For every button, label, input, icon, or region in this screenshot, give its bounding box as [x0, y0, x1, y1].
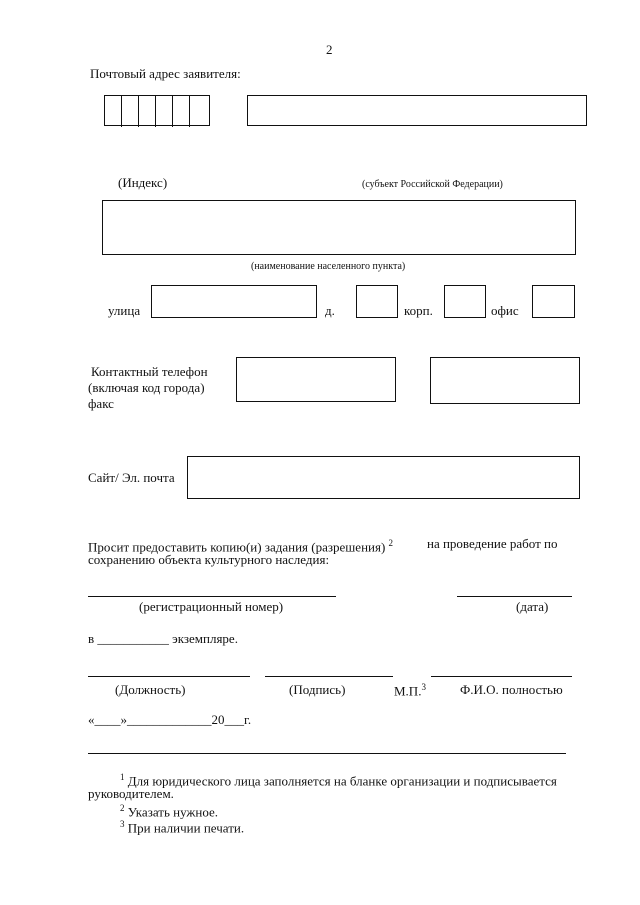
street-field[interactable]	[151, 285, 317, 318]
request-text-line-2: сохранению объекта культурного наследия:	[88, 552, 330, 567]
index-label: (Индекс)	[118, 175, 168, 190]
building-field[interactable]	[444, 285, 486, 318]
position-line[interactable]	[88, 676, 250, 677]
settlement-field[interactable]	[102, 200, 576, 255]
phone-field[interactable]	[236, 357, 396, 402]
index-cell-divider	[155, 96, 172, 127]
street-label: улица	[108, 303, 141, 318]
footnote-separator	[88, 753, 566, 754]
request-text-line-1a: Просит предоставить копию(и) задания (разрешения) $^2$	[88, 538, 394, 555]
house-label: д.	[325, 303, 335, 318]
postal-address-label: Почтовый адрес заявителя:	[90, 66, 241, 81]
fax-label: факс	[88, 396, 114, 411]
phone-label-note: (включая код города)	[88, 380, 205, 395]
index-cell-divider	[189, 96, 206, 127]
region-field[interactable]	[247, 95, 587, 126]
date-label: (дата)	[516, 599, 549, 614]
fax-field[interactable]	[430, 357, 580, 404]
reg-number-label: (регистрационный номер)	[139, 599, 284, 614]
footnote-3: $^3$ При наличии печати.	[120, 819, 245, 836]
copies-line: в ___________ экземпляре.	[88, 631, 238, 646]
site-email-label: Сайт/ Эл. почта	[88, 470, 175, 485]
site-email-field[interactable]	[187, 456, 580, 499]
index-field[interactable]	[104, 95, 210, 126]
building-label: корп.	[404, 303, 433, 318]
phone-label: Контактный телефон	[91, 364, 208, 379]
fio-line[interactable]	[431, 676, 572, 677]
footnote-1-continued: руководителем.	[88, 786, 174, 801]
reg-number-line[interactable]	[88, 596, 336, 597]
index-cell-divider	[138, 96, 155, 127]
signature-line[interactable]	[265, 676, 393, 677]
house-field[interactable]	[356, 285, 398, 318]
signature-label: (Подпись)	[289, 682, 346, 697]
fio-label: Ф.И.О. полностью	[460, 682, 563, 697]
office-field[interactable]	[532, 285, 575, 318]
index-cell-divider	[172, 96, 189, 127]
index-cell-divider	[121, 96, 138, 127]
request-text-line-1b: на проведение работ по	[427, 536, 558, 551]
stamp-label: М.П.$^3$	[394, 682, 426, 699]
subject-label: (субъект Российской Федерации)	[362, 179, 503, 190]
settlement-label: (наименование населенного пункта)	[251, 261, 406, 272]
position-label: (Должность)	[115, 682, 186, 697]
office-label: офис	[491, 303, 519, 318]
signing-date-line: «____»_____________20___г.	[88, 712, 252, 727]
page-number: 2	[326, 42, 333, 57]
footnote-2: $^2$ Указать нужное.	[120, 803, 219, 820]
footnote-1: $^1$ Для юридического лица заполняется на бланке организации и подписывается	[120, 772, 557, 789]
date-line[interactable]	[457, 596, 572, 597]
